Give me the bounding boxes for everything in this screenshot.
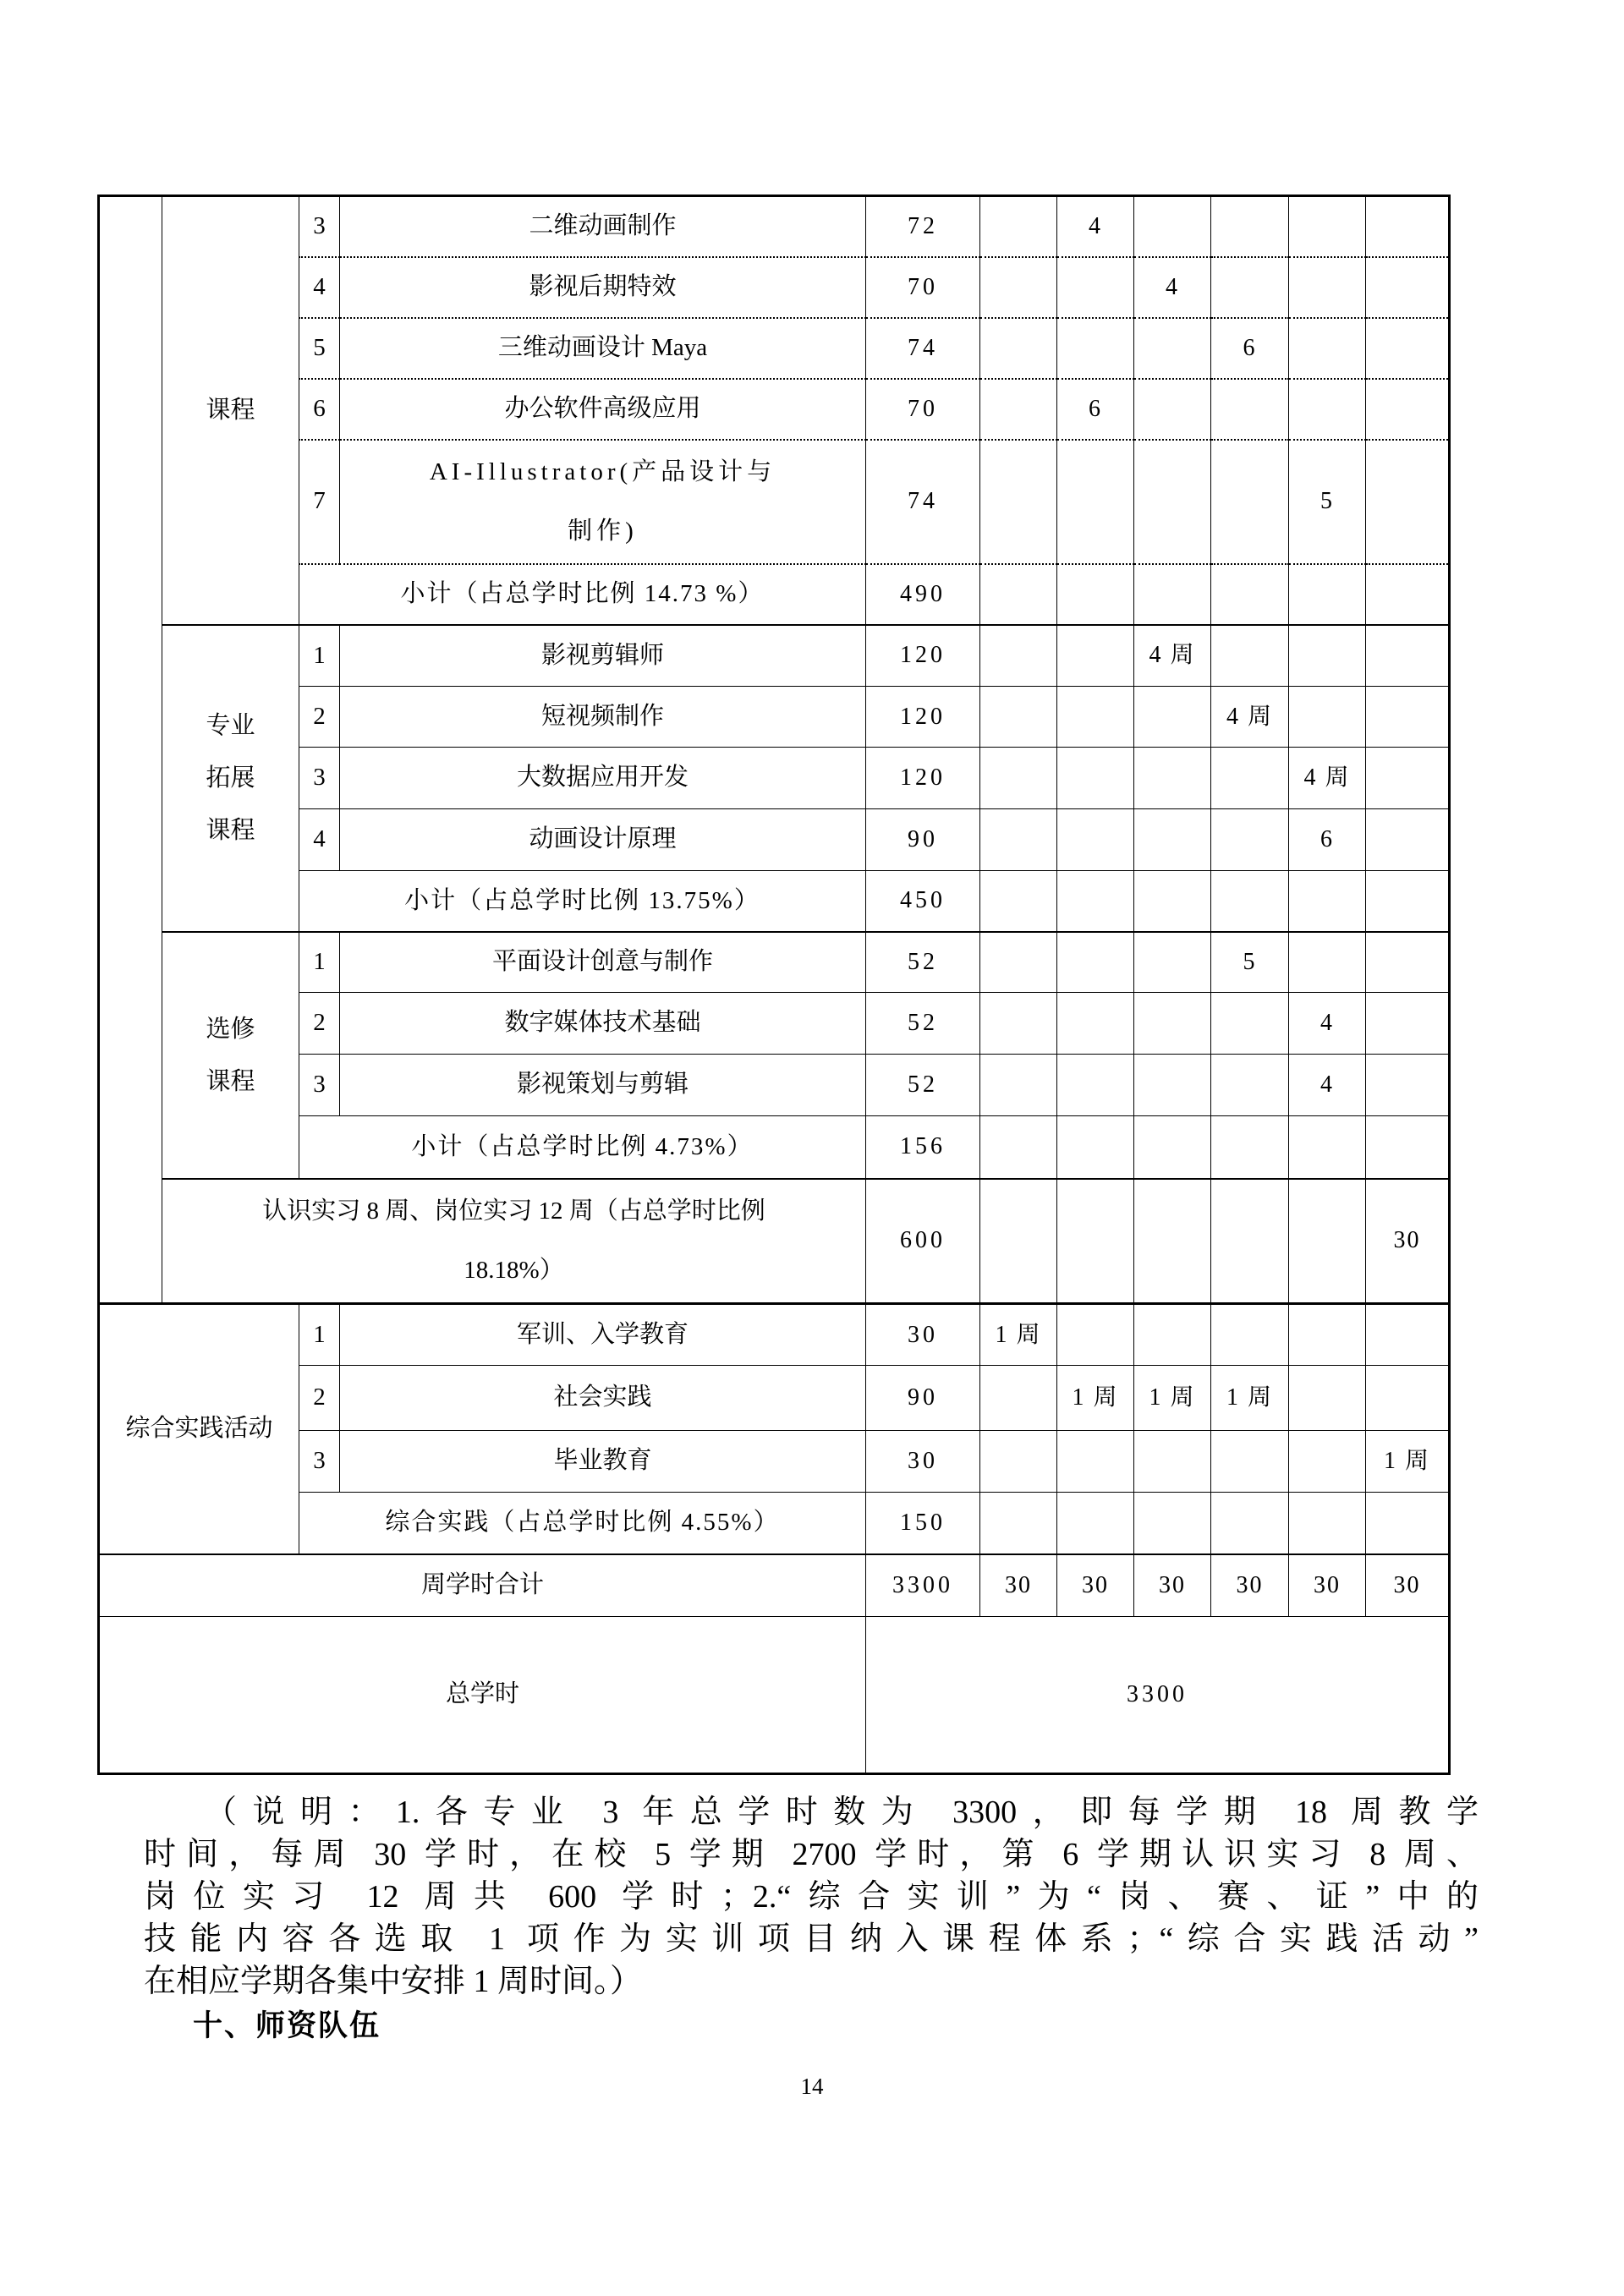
course-name-cell: 影视策划与剪辑 <box>340 1055 866 1116</box>
semester4-cell <box>1211 993 1289 1055</box>
hours-cell: 72 <box>866 196 980 257</box>
semester4-cell <box>1211 748 1289 809</box>
semester1-cell <box>980 564 1057 625</box>
course-name-cell: 军训、入学教育 <box>340 1304 866 1366</box>
semester6-cell: 30 <box>1366 1554 1450 1617</box>
hours-cell: 450 <box>866 871 980 932</box>
semester5-cell: 5 <box>1289 440 1366 564</box>
weekly-total-label-cell: 周学时合计 <box>99 1554 866 1617</box>
course-num-cell: 2 <box>299 1366 340 1431</box>
semester3-cell <box>1134 440 1211 564</box>
course-name-cell: 三维动画设计 Maya <box>340 318 866 379</box>
semester2-cell <box>1057 1493 1134 1554</box>
hours-cell: 90 <box>866 1366 980 1431</box>
course-name-cell: 影视后期特效 <box>340 257 866 318</box>
semester3-cell <box>1134 1116 1211 1179</box>
internship-label-line1: 认识实习 8 周、岗位实习 12 周（占总学时比例 <box>262 1197 765 1225</box>
subtotal-row <box>99 564 1450 625</box>
semester1-cell: 1 周 <box>980 1304 1057 1366</box>
section-label-comprehensive-practice: 综合实践活动 <box>99 1304 299 1554</box>
course-name-cell: 数字媒体技术基础 <box>340 993 866 1055</box>
course-num-cell: 5 <box>299 318 340 379</box>
hours-cell: 52 <box>866 993 980 1055</box>
semester3-cell <box>1134 809 1211 871</box>
semester5-cell <box>1289 1179 1366 1304</box>
course-name-cell: 平面设计创意与制作 <box>340 932 866 993</box>
course-num-cell: 1 <box>299 625 340 687</box>
course-name-cell: 二维动画制作 <box>340 196 866 257</box>
semester6-cell <box>1366 687 1450 748</box>
course-num-cell: 2 <box>299 993 340 1055</box>
semester2-cell <box>1057 625 1134 687</box>
semester3-cell: 4 周 <box>1134 625 1211 687</box>
table-row <box>99 257 1450 318</box>
semester1-cell <box>980 932 1057 993</box>
internship-label-cell <box>162 1179 866 1304</box>
course-name-line1: AI-Illustrator(产品设计与 <box>429 458 776 485</box>
semester3-cell <box>1134 932 1211 993</box>
semester1-cell <box>980 871 1057 932</box>
semester6-cell <box>1366 318 1450 379</box>
semester4-cell <box>1211 1304 1289 1366</box>
table-row <box>99 932 1450 993</box>
hours-cell: 120 <box>866 625 980 687</box>
course-num-cell: 3 <box>299 1431 340 1493</box>
course-name-cell: 社会实践 <box>340 1366 866 1431</box>
hours-cell: 30 <box>866 1431 980 1493</box>
semester6-cell <box>1366 993 1450 1055</box>
semester3-cell: 4 <box>1134 257 1211 318</box>
subtotal-label-cell: 小计（占总学时比例 13.75%） <box>299 871 866 932</box>
course-name-cell <box>340 440 866 564</box>
semester2-cell <box>1057 1431 1134 1493</box>
subtotal-label-cell: 小计（占总学时比例 4.73%） <box>299 1116 866 1179</box>
course-name-cell: 大数据应用开发 <box>340 748 866 809</box>
semester5-cell <box>1289 1304 1366 1366</box>
semester3-cell: 30 <box>1134 1554 1211 1617</box>
semester5-cell <box>1289 1431 1366 1493</box>
table-row <box>99 440 1450 564</box>
hours-cell: 3300 <box>866 1554 980 1617</box>
subtotal-label-cell: 小计（占总学时比例 14.73 %） <box>299 564 866 625</box>
semester5-cell: 4 周 <box>1289 748 1366 809</box>
course-num-cell: 7 <box>299 440 340 564</box>
internship-label-line2: 18.18%） <box>464 1257 564 1285</box>
semester2-cell: 6 <box>1057 379 1134 440</box>
semester2-cell: 1 周 <box>1057 1366 1134 1431</box>
note-line: 技能内容各选取 1 项作为实训项目纳入课程体系；“综合实践活动” <box>144 1921 1479 1957</box>
semester5-cell <box>1289 379 1366 440</box>
semester5-cell: 30 <box>1289 1554 1366 1617</box>
semester6-cell <box>1366 625 1450 687</box>
semester4-cell <box>1211 809 1289 871</box>
semester1-cell <box>980 625 1057 687</box>
table-row <box>99 1304 1450 1366</box>
course-num-cell: 3 <box>299 1055 340 1116</box>
section-heading: 十、师资队伍 <box>193 2009 381 2042</box>
note-line: （说明：1.各专业 3 年总学时数为 3300，即每学期 18 周教学 <box>205 1795 1479 1830</box>
semester2-cell <box>1057 748 1134 809</box>
semester3-cell <box>1134 379 1211 440</box>
semester4-cell <box>1211 871 1289 932</box>
table-row <box>99 1366 1450 1431</box>
course-num-cell: 3 <box>299 196 340 257</box>
hours-cell: 90 <box>866 809 980 871</box>
semester2-cell <box>1057 1055 1134 1116</box>
semester4-cell <box>1211 564 1289 625</box>
semester5-cell <box>1289 318 1366 379</box>
semester5-cell <box>1289 687 1366 748</box>
semester1-cell <box>980 809 1057 871</box>
semester3-cell <box>1134 1493 1211 1554</box>
semester6-cell <box>1366 564 1450 625</box>
internship-row <box>99 1179 1450 1304</box>
semester3-cell <box>1134 993 1211 1055</box>
semester6-cell <box>1366 871 1450 932</box>
course-num-cell: 1 <box>299 932 340 993</box>
section-label-core-courses: 课程 <box>162 196 299 625</box>
subtotal-row <box>99 871 1450 932</box>
semester3-cell <box>1134 1431 1211 1493</box>
semester2-cell <box>1057 993 1134 1055</box>
semester2-cell <box>1057 1179 1134 1304</box>
semester5-cell <box>1289 932 1366 993</box>
semester5-cell <box>1289 257 1366 318</box>
course-num-cell: 4 <box>299 809 340 871</box>
semester2-cell <box>1057 564 1134 625</box>
semester3-cell: 1 周 <box>1134 1366 1211 1431</box>
hours-cell: 30 <box>866 1304 980 1366</box>
semester5-cell <box>1289 1493 1366 1554</box>
semester3-cell <box>1134 871 1211 932</box>
semester1-cell: 30 <box>980 1554 1057 1617</box>
subtotal-row <box>99 1116 1450 1179</box>
semester6-cell <box>1366 379 1450 440</box>
table-row <box>99 993 1450 1055</box>
semester4-cell <box>1211 1179 1289 1304</box>
table-row <box>99 687 1450 748</box>
label-line: 课程 <box>206 817 255 844</box>
table-row <box>99 1431 1450 1493</box>
course-name-line2: 制作) <box>568 518 638 545</box>
semester4-cell <box>1211 257 1289 318</box>
section-label-elective-courses <box>162 932 299 1179</box>
semester4-cell: 4 周 <box>1211 687 1289 748</box>
section-label-expansion-courses <box>162 625 299 932</box>
label-line: 专业 <box>206 712 255 739</box>
semester4-cell <box>1211 379 1289 440</box>
hours-cell: 156 <box>866 1116 980 1179</box>
semester1-cell <box>980 1179 1057 1304</box>
grand-total-value-cell: 3300 <box>866 1617 1450 1774</box>
hours-cell: 74 <box>866 318 980 379</box>
weekly-total-row <box>99 1554 1450 1617</box>
semester6-cell <box>1366 196 1450 257</box>
course-name-cell: 办公软件高级应用 <box>340 379 866 440</box>
table-row <box>99 1055 1450 1116</box>
semester1-cell <box>980 379 1057 440</box>
hours-cell: 120 <box>866 748 980 809</box>
course-name-cell: 短视频制作 <box>340 687 866 748</box>
semester6-cell <box>1366 440 1450 564</box>
semester2-cell <box>1057 871 1134 932</box>
hours-cell: 70 <box>866 379 980 440</box>
semester2-cell <box>1057 318 1134 379</box>
semester3-cell <box>1134 196 1211 257</box>
semester6-cell <box>1366 1493 1450 1554</box>
semester5-cell <box>1289 564 1366 625</box>
semester5-cell <box>1289 1116 1366 1179</box>
semester2-cell <box>1057 932 1134 993</box>
semester1-cell <box>980 440 1057 564</box>
semester5-cell: 4 <box>1289 1055 1366 1116</box>
semester6-cell <box>1366 257 1450 318</box>
subtotal-label-cell: 综合实践（占总学时比例 4.55%） <box>299 1493 866 1554</box>
semester2-cell: 4 <box>1057 196 1134 257</box>
page-number: 14 <box>800 2074 824 2099</box>
semester4-cell: 5 <box>1211 932 1289 993</box>
hours-cell: 490 <box>866 564 980 625</box>
semester4-cell <box>1211 1431 1289 1493</box>
curriculum-table <box>97 195 1451 1775</box>
course-num-cell: 2 <box>299 687 340 748</box>
semester4-cell <box>1211 625 1289 687</box>
label-line: 课程 <box>206 1067 255 1095</box>
semester2-cell <box>1057 1304 1134 1366</box>
semester1-cell <box>980 257 1057 318</box>
semester1-cell <box>980 748 1057 809</box>
note-line: 在相应学期各集中安排 1 周时间。） <box>144 1964 643 1999</box>
table-row <box>99 625 1450 687</box>
label-line: 选修 <box>206 1015 255 1043</box>
semester6-cell <box>1366 1304 1450 1366</box>
semester2-cell <box>1057 440 1134 564</box>
semester1-cell <box>980 1431 1057 1493</box>
semester4-cell: 1 周 <box>1211 1366 1289 1431</box>
semester3-cell <box>1134 1304 1211 1366</box>
semester5-cell: 4 <box>1289 993 1366 1055</box>
semester1-cell <box>980 1116 1057 1179</box>
semester3-cell <box>1134 564 1211 625</box>
grand-total-label-cell: 总学时 <box>99 1617 866 1774</box>
course-num-cell: 4 <box>299 257 340 318</box>
semester5-cell <box>1289 871 1366 932</box>
semester6-cell: 30 <box>1366 1179 1450 1304</box>
table-row <box>99 318 1450 379</box>
semester2-cell <box>1057 257 1134 318</box>
semester1-cell <box>980 1055 1057 1116</box>
hours-cell: 70 <box>866 257 980 318</box>
semester4-cell <box>1211 1116 1289 1179</box>
hours-cell: 52 <box>866 1055 980 1116</box>
note-line: 时间，每周 30 学时，在校 5 学期 2700 学时，第 6 学期认识实习 8 周、 <box>144 1837 1479 1872</box>
semester6-cell <box>1366 1366 1450 1431</box>
grand-total-row <box>99 1617 1450 1774</box>
subtotal-row <box>99 1493 1450 1554</box>
hours-cell: 120 <box>866 687 980 748</box>
course-name-cell: 影视剪辑师 <box>340 625 866 687</box>
semester1-cell <box>980 993 1057 1055</box>
note-line: 岗位实习 12 周共 600 学时；2.“综合实训”为“岗、赛、证”中的 <box>144 1879 1479 1915</box>
note-paragraph <box>144 1791 1479 2003</box>
semester4-cell <box>1211 1493 1289 1554</box>
semester4-cell <box>1211 196 1289 257</box>
semester6-cell <box>1366 809 1450 871</box>
semester1-cell <box>980 1366 1057 1431</box>
semester5-cell <box>1289 196 1366 257</box>
category-outer-cell <box>99 196 162 1304</box>
course-num-cell: 3 <box>299 748 340 809</box>
semester1-cell <box>980 1493 1057 1554</box>
course-num-cell: 6 <box>299 379 340 440</box>
semester3-cell <box>1134 318 1211 379</box>
semester3-cell <box>1134 687 1211 748</box>
course-num-cell: 1 <box>299 1304 340 1366</box>
semester5-cell: 6 <box>1289 809 1366 871</box>
table-row <box>99 196 1450 257</box>
semester2-cell <box>1057 1116 1134 1179</box>
hours-cell: 52 <box>866 932 980 993</box>
semester2-cell <box>1057 687 1134 748</box>
semester1-cell <box>980 687 1057 748</box>
semester1-cell <box>980 196 1057 257</box>
semester5-cell <box>1289 1366 1366 1431</box>
semester6-cell: 1 周 <box>1366 1431 1450 1493</box>
semester6-cell <box>1366 932 1450 993</box>
semester4-cell: 6 <box>1211 318 1289 379</box>
semester5-cell <box>1289 625 1366 687</box>
label-line: 拓展 <box>206 764 255 792</box>
hours-cell: 150 <box>866 1493 980 1554</box>
semester3-cell <box>1134 1055 1211 1116</box>
course-name-cell: 毕业教育 <box>340 1431 866 1493</box>
semester6-cell <box>1366 748 1450 809</box>
semester3-cell <box>1134 748 1211 809</box>
semester1-cell <box>980 318 1057 379</box>
semester3-cell <box>1134 1179 1211 1304</box>
hours-cell: 600 <box>866 1179 980 1304</box>
semester4-cell <box>1211 1055 1289 1116</box>
hours-cell: 74 <box>866 440 980 564</box>
semester6-cell <box>1366 1116 1450 1179</box>
semester6-cell <box>1366 1055 1450 1116</box>
table-row <box>99 809 1450 871</box>
table-row <box>99 379 1450 440</box>
semester4-cell <box>1211 440 1289 564</box>
semester2-cell: 30 <box>1057 1554 1134 1617</box>
table-row <box>99 748 1450 809</box>
course-name-cell: 动画设计原理 <box>340 809 866 871</box>
semester2-cell <box>1057 809 1134 871</box>
semester4-cell: 30 <box>1211 1554 1289 1617</box>
